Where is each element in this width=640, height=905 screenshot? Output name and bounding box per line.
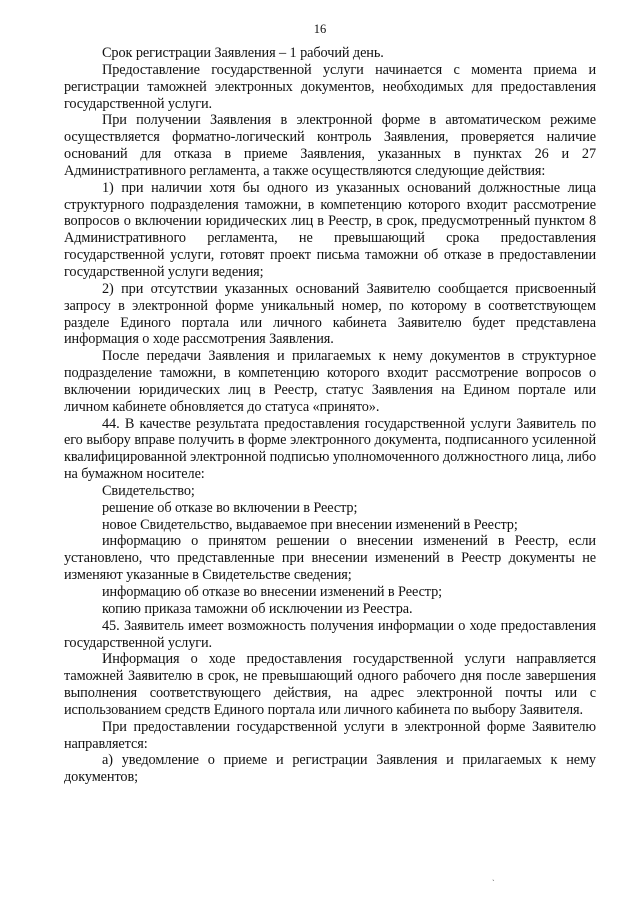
page-number: 16 — [313, 22, 327, 36]
paragraph-registration-term: Срок регистрации Заявления – 1 рабочий день. — [102, 45, 384, 61]
list-item-a: а) уведомление о приеме и регистрации Заявления и прилагаемых к нему документов; — [64, 752, 596, 786]
paragraph-44: 44. В качестве результата предоставления государственной услуги Заявитель по его выбору вправе получить в форме электронного документа, подписанного усиленной квалифицированной электронной подписью уполномоченного должностного лица, либо на бумажном носителе: — [64, 415, 596, 483]
result-item-exclusion-order: копию приказа таможни об исключении из Реестра. — [102, 600, 413, 617]
document-body — [64, 45, 596, 786]
paragraph-electronic-control: При получении Заявления в электронной форме в автоматическом режиме осуществляется форматно-логический контроль Заявления, проверяется наличие оснований для отказа в приеме Заявления, указанных в пунктах 26 и 27 Административного регламента, а также осуществляются следующие действия: — [64, 112, 596, 179]
result-item-refusal: решение об отказе во включении в Реестр; — [102, 499, 358, 516]
paragraph-electronic-notices: При предоставлении государственной услуги в электронной форме Заявителю направляется: — [64, 718, 596, 752]
result-item-new-certificate: новое Свидетельство, выдаваемое при внесении изменений в Реестр; — [102, 516, 518, 533]
paragraph-progress-info: Информация о ходе предоставления государственной услуги направляется таможней Заявителю в срок, не превышающий одного рабочего дня после завершения выполнения соответствующего действия, на адрес электронной почты или с использованием средств Единого портала или личного кабинета по выбору Заявителя. — [64, 651, 596, 718]
paragraph-service-start: Предоставление государственной услуги начинается с момента приема и регистрации таможней электронных документов, необходимых для предоставления государственной услуги. — [64, 61, 596, 112]
result-item-change-refusal: информацию об отказе во внесении изменений в Реестр; — [102, 584, 443, 600]
paragraph-status-accepted: После передачи Заявления и прилагаемых к нему документов в структурное подразделение таможни, в компетенцию которого входит рассмотрение вопросов о включении юридических лиц в Реестр, статус Заявления на Едином портале или личном кабинете обновляется до статуса «принято». — [64, 348, 596, 415]
result-item-certificate: Свидетельство; — [102, 482, 195, 499]
result-item-decision-info: информацию о принятом решении о внесении изменений в Реестр, если установлено, что представленные при внесении изменений в Реестр документы не изменяют указанные в Свидетельстве сведения; — [64, 533, 596, 584]
list-item-1: 1) при наличии хотя бы одного из указанных оснований должностные лица структурного подразделения таможни, в компетенцию которого входит рассмотрение вопросов о включении юридических лиц в Реестр, в срок, предусмотренный пунктом 8 Административного регламента, не превышающий срока предоставления государственной услуги, готовят проект письма таможни об отказе в предоставлении государственной услуги ведения; — [64, 179, 596, 280]
scan-mark: ˎ — [492, 872, 495, 881]
list-item-2: 2) при отсутствии указанных оснований Заявителю сообщается присвоенный запросу в электронной форме уникальный номер, по которому в соответствующем разделе Единого портала или личного кабинета Заявителю будет представлена информация о ходе рассмотрения Заявления. — [64, 280, 596, 348]
paragraph-45: 45. Заявитель имеет возможность получения информации о ходе предоставления государственной услуги. — [64, 617, 596, 651]
